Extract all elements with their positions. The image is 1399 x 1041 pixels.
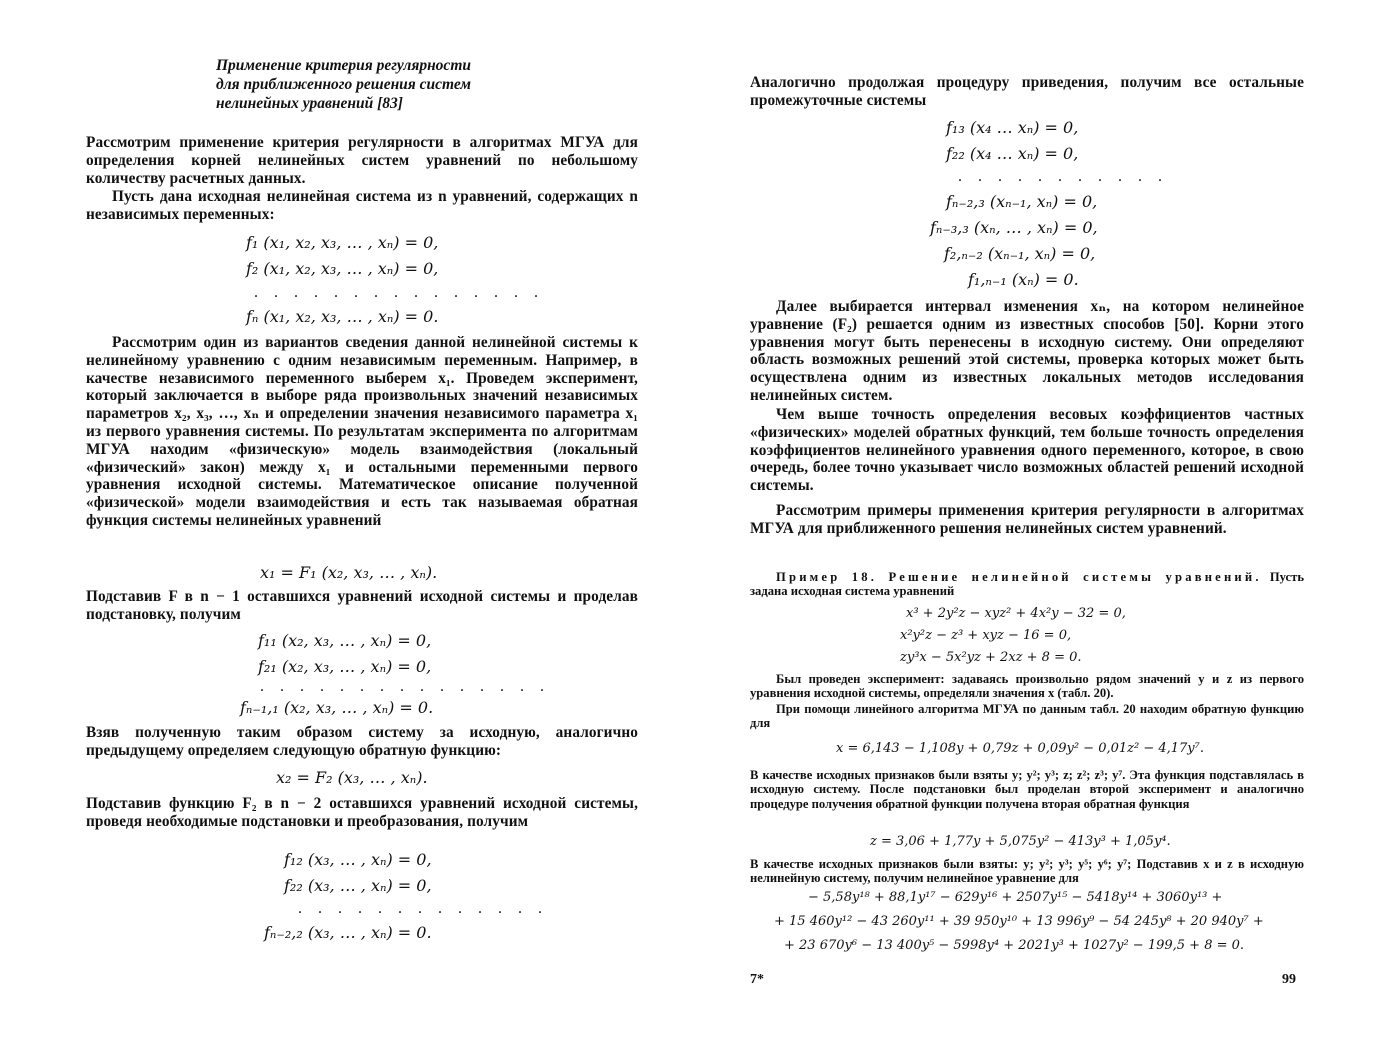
paragraph: Подставив функцию F₂ в n − 2 оставшихся уравнений исходной системы, проведя необходимые подстановки и преобразования, получим [86,795,638,830]
polynomial-line: − 5,58y¹⁸ + 88,1y¹⁷ − 629y¹⁶ + 2507y¹⁵ − 5418y¹⁴ + 3060y¹³ + [808,890,1223,905]
equation: z = 3,06 + 1,77y + 5,075y² − 413y³ + 1,05y⁴. [870,834,1171,849]
paragraph: Рассмотрим применение критерия регулярности в алгоритмах МГУА для определения корней нелинейных систем уравнений по небольшому количеству расчетных данных. [86,134,638,187]
equation: f₁,ₙ₋₁ (xₙ) = 0. [968,270,1079,289]
equation: zy³x − 5x²yz + 2xz + 8 = 0. [900,650,1082,665]
equation: x³ + 2y²z − xyz² + 4x²y − 32 = 0, [906,606,1126,621]
equation: f₂₂ (x₄ … xₙ) = 0, [946,144,1079,163]
equation: fₙ₋₁,₁ (x₂, x₃, … , xₙ) = 0. [240,698,434,717]
signature-mark: 7* [750,972,764,987]
paragraph: Далее выбирается интервал изменения xₙ, на котором нелинейное уравнение (F₂) решается одним из известных способов [50]. Корни этого уравнения могут быть перенесены в исходную систему. Они определяют область возможных решений этой системы, проверка которых может быть осуществлена одним из известных локальных методов исследования нелинейных систем. [750,298,1304,404]
equation: f₁₃ (x₄ … xₙ) = 0, [946,118,1079,137]
paragraph: При помощи линейного алгоритма МГУА по данным табл. 20 находим обратную функцию для [750,702,1304,731]
equation: f₁ (x₁, x₂, x₃, … , xₙ) = 0, [246,233,439,252]
heading-line: нелинейных уравнений [83] [216,95,403,112]
equation: f₂ (x₁, x₂, x₃, … , xₙ) = 0, [246,259,439,278]
heading-line: для приближенного решения систем [216,76,472,93]
paragraph: В качестве исходных признаков были взяты y; y²; y³; z; z²; z³; y⁷. Эта функция подставлялась в исходную систему. После подстановки был проделан второй эксперимент и аналогично процедуре получения обратной функции получена вторая обратная функция [750,768,1304,811]
equation: fₙ₋₂,₃ (xₙ₋₁, xₙ) = 0, [946,192,1098,211]
equation: x²y²z − z³ + xyz − 16 = 0, [900,628,1072,643]
paragraph: Рассмотрим примеры применения критерия регулярности в алгоритмах МГУА для приближенного решения нелинейных систем уравнений. [750,502,1304,537]
equation: fₙ (x₁, x₂, x₃, … , xₙ) = 0. [246,307,439,326]
equation: f₁₁ (x₂, x₃, … , xₙ) = 0, [258,631,432,650]
paragraph: В качестве исходных признаков были взяты: y; y²; y³; y⁵; y⁶; y⁷; Подставив x и z в исходную нелинейную систему, получим нелинейное уравнение для [750,857,1304,886]
section-heading [216,56,536,113]
paragraph: Аналогично продолжая процедуру приведения, получим все остальные промежуточные системы [750,74,1304,109]
paragraph: Был проведен эксперимент: задаваясь произвольно рядом значений y и z из первого уравнения исходной системы, определяли значения x (табл. 20). [750,672,1304,701]
equation: fₙ₋₂,₂ (x₃, … , xₙ) = 0. [264,923,432,942]
page-number: 99 [1282,972,1296,987]
ellipsis-row: . . . . . . . . . . . [958,168,1168,185]
example-intro: Пусть задана исходная система уравнений [750,570,1304,599]
paragraph: Взяв полученную таким образом систему за исходную, аналогично предыдущему определяем следующую обратную функцию: [86,724,638,759]
equation: x₂ = F₂ (x₃, … , xₙ). [276,768,428,787]
polynomial-line: + 15 460y¹² − 43 260y¹¹ + 39 950y¹⁰ + 13 996y⁹ − 54 245y⁸ + 20 940y⁷ + [774,914,1264,929]
paragraph: Подставив F в n − 1 оставшихся уравнений исходной системы и проделав подстановку, получим [86,588,638,623]
heading-line: Применение критерия регулярности [216,57,471,74]
example-label: Пример 18. Решение нелинейной системы уравнений. [776,570,1262,584]
equation: f₁₂ (x₃, … , xₙ) = 0, [284,850,432,869]
example-block [750,570,1304,599]
paragraph: Пусть дана исходная нелинейная система из n уравнений, содержащих n независимых переменных: [86,188,638,223]
equation: fₙ₋₃,₃ (xₙ, … , xₙ) = 0, [930,218,1098,237]
paragraph: Рассмотрим один из вариантов сведения данной нелинейной системы к нелинейному уравнению с одним независимым переменным. Например, в качестве независимого переменного выберем x₁. Проведем эксперимент, который заключается в выборе ряда произвольных значений независимых параметров x₂, x₃, …, xₙ и определении значения независимого параметра x₁ из первого уравнения системы. По результатам эксперимента по алгоритмам МГУА находим «физическую» модель взаимодействия (локальный «физический» закон) между x₁ и остальными переменными первого уравнения исходной системы. Математическое описание полученной «физической» модели взаимодействия и есть так называемая обратная функция системы нелинейных уравнений [86,334,638,529]
ellipsis-row: . . . . . . . . . . . . . [298,900,548,917]
equation: f₂,ₙ₋₂ (xₙ₋₁, xₙ) = 0, [944,244,1096,263]
equation: f₂₁ (x₂, x₃, … , xₙ) = 0, [258,657,432,676]
ellipsis-row: . . . . . . . . . . . . . . . [260,678,550,695]
equation: x = 6,143 − 1,108y + 0,79z + 0,09y² − 0,01z² − 4,17y⁷. [836,741,1204,756]
equation: f₂₂ (x₃, … , xₙ) = 0, [284,876,432,895]
polynomial-line: + 23 670y⁶ − 13 400y⁵ − 5998y⁴ + 2021y³ + 1027y² − 199,5 + 8 = 0. [784,938,1245,953]
ellipsis-row: . . . . . . . . . . . . . . . [254,284,544,301]
equation: x₁ = F₁ (x₂, x₃, … , xₙ). [260,563,438,582]
paragraph: Чем выше точность определения весовых коэффициентов частных «физических» моделей обратных функций, тем больше точность определения коэффициентов нелинейного уравнения одного переменного, которое, в свою очередь, более точно указывает число возможных областей решений исходной системы. [750,406,1304,495]
